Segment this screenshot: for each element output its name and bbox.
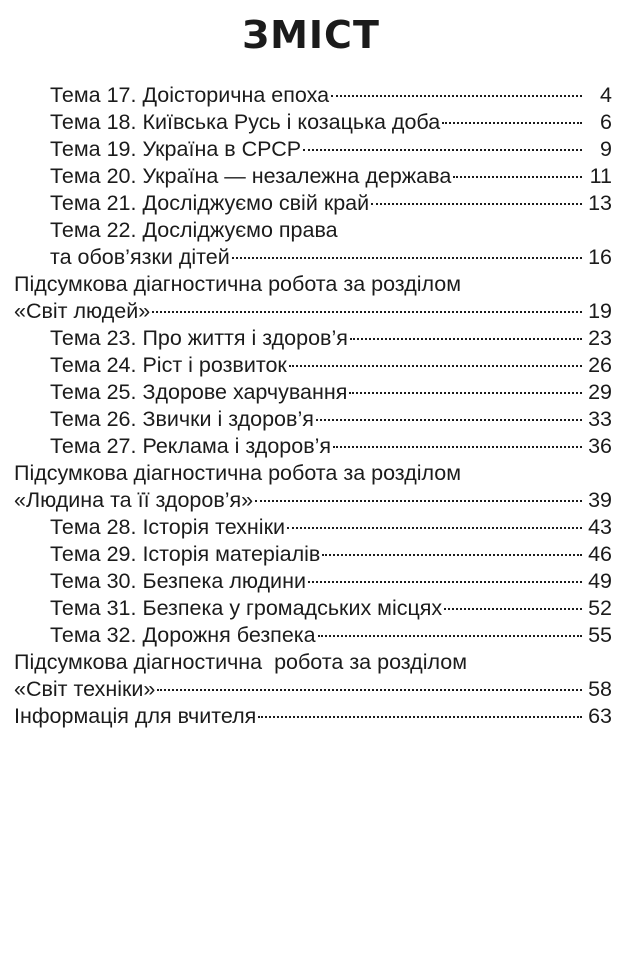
dot-leader	[287, 527, 582, 529]
toc-entry-label: Тема 31. Безпека у громадських місцях	[50, 596, 443, 620]
toc-entry-summary-technology[interactable]	[0, 649, 622, 703]
toc-entry-label: Тема 19. Україна в СРСР	[50, 137, 302, 161]
toc-page-number: 46	[588, 542, 612, 566]
toc-entry-topic-32[interactable]	[0, 622, 622, 649]
toc-entry-topic-30[interactable]	[0, 568, 622, 595]
toc-entry-label-line1: Підсумкова діагностична робота за розділом	[14, 461, 462, 485]
toc-entry-label: Тема 26. Звички і здоров’я	[50, 407, 314, 431]
page-title: ЗМІСТ	[242, 13, 380, 57]
toc-entry-label: Тема 21. Досліджуємо свій край	[50, 191, 370, 215]
toc-entry-topic-27[interactable]	[0, 433, 622, 460]
toc-entry-label: Тема 27. Реклама і здоров’я	[50, 434, 332, 458]
toc-entry-label: та обов’язки дітей	[50, 245, 230, 269]
toc-entry-label: Тема 29. Історія матеріалів	[50, 542, 321, 566]
toc-page-number: 36	[588, 434, 612, 458]
dot-leader	[289, 365, 582, 367]
toc-page-number: 16	[588, 245, 612, 269]
dot-leader	[371, 203, 582, 205]
toc-entry-summary-health[interactable]	[0, 460, 622, 514]
toc-page-number: 13	[588, 191, 612, 215]
toc-page-number: 4	[600, 83, 612, 107]
toc-page-number: 63	[588, 704, 612, 728]
toc-entry-label: Тема 23. Про життя і здоров’я	[50, 326, 348, 350]
toc-page-number: 11	[589, 164, 612, 188]
toc-entry-topic-20[interactable]	[0, 163, 622, 190]
toc-page-number: 6	[600, 110, 612, 134]
toc-entry-summary-people[interactable]	[0, 271, 622, 325]
dot-leader	[318, 635, 582, 637]
toc-entry-topic-26[interactable]	[0, 406, 622, 433]
dot-leader	[303, 149, 582, 151]
toc-entry-topic-29[interactable]	[0, 541, 622, 568]
toc-entry-topic-25[interactable]	[0, 379, 622, 406]
dot-leader	[331, 95, 582, 97]
dot-leader	[232, 257, 582, 259]
toc-entry-label: Тема 24. Ріст і розвиток	[50, 353, 287, 377]
dot-leader	[152, 311, 582, 313]
toc-entry-label: Тема 18. Київська Русь і козацька доба	[50, 110, 441, 134]
toc-entry-topic-28[interactable]	[0, 514, 622, 541]
dot-leader	[350, 338, 582, 340]
dot-leader	[444, 608, 582, 610]
toc-page-number: 39	[588, 488, 612, 512]
toc-entry-label: «Людина та її здоров’я»	[14, 488, 254, 512]
toc-entry-label: Тема 28. Історія техніки	[50, 515, 285, 539]
toc-page-number: 26	[588, 353, 612, 377]
toc-entry-label: Тема 17. Доісторична епоха	[50, 83, 330, 107]
toc-entry-label-line1: Тема 22. Досліджуємо права	[50, 218, 338, 242]
toc-entry-topic-22[interactable]	[0, 217, 622, 271]
table-of-contents	[0, 82, 622, 730]
dot-leader	[308, 581, 582, 583]
toc-entry-label: Тема 32. Дорожня безпека	[50, 623, 316, 647]
toc-page-number: 19	[588, 299, 612, 323]
toc-entry-topic-23[interactable]	[0, 325, 622, 352]
toc-page-number: 52	[588, 596, 612, 620]
toc-entry-teacher-info[interactable]	[0, 703, 622, 730]
toc-entry-label: Тема 25. Здорове харчування	[50, 380, 348, 404]
dot-leader	[349, 392, 582, 394]
toc-page-number: 55	[588, 623, 612, 647]
toc-page-number: 23	[588, 326, 612, 350]
toc-page-number: 29	[588, 380, 612, 404]
toc-page-number: 9	[600, 137, 612, 161]
toc-entry-label: «Світ техніки»	[14, 677, 156, 701]
dot-leader	[442, 122, 582, 124]
toc-entry-topic-17[interactable]	[0, 82, 622, 109]
dot-leader	[255, 500, 582, 502]
dot-leader	[316, 419, 582, 421]
dot-leader	[157, 689, 582, 691]
toc-page-number: 33	[588, 407, 612, 431]
dot-leader	[453, 176, 582, 178]
toc-entry-topic-19[interactable]	[0, 136, 622, 163]
dot-leader	[322, 554, 582, 556]
toc-entry-label: Інформація для вчителя	[14, 704, 257, 728]
toc-entry-topic-18[interactable]	[0, 109, 622, 136]
toc-entry-label-line1: Підсумкова діагностична робота за розділом	[14, 650, 468, 674]
toc-entry-topic-24[interactable]	[0, 352, 622, 379]
dot-leader	[333, 446, 582, 448]
toc-entry-label-line1: Підсумкова діагностична робота за розділом	[14, 272, 462, 296]
toc-page-number: 49	[588, 569, 612, 593]
toc-entry-label: Тема 20. Україна — незалежна держава	[50, 164, 452, 188]
toc-entry-label: Тема 30. Безпека людини	[50, 569, 306, 593]
toc-page-number: 43	[588, 515, 612, 539]
toc-entry-label: «Світ людей»	[14, 299, 151, 323]
toc-entry-topic-21[interactable]	[0, 190, 622, 217]
dot-leader	[258, 716, 582, 718]
toc-page-number: 58	[588, 677, 612, 701]
toc-entry-topic-31[interactable]	[0, 595, 622, 622]
